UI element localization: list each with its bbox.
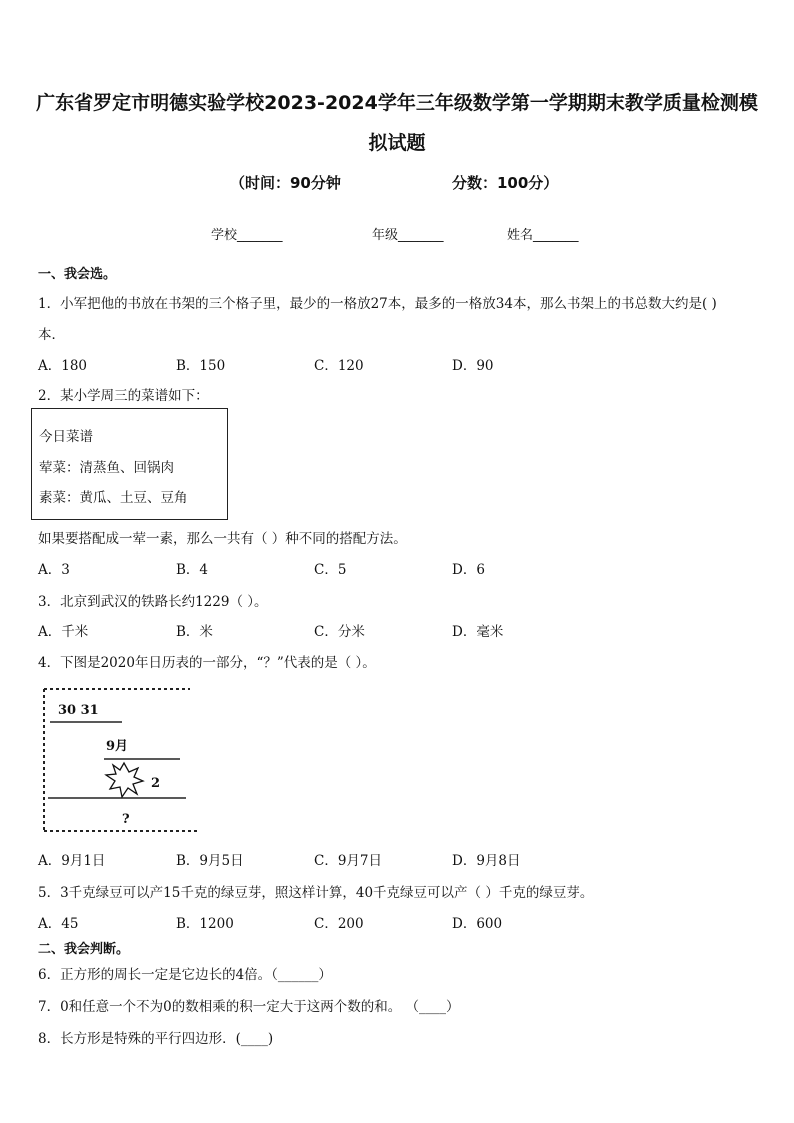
- q5-option-d: D．600: [452, 916, 503, 932]
- calendar-days-text: 30 31: [58, 703, 99, 718]
- q4-option-b: B．9月5日: [176, 853, 244, 869]
- q4-option-c: C．9月7日: [314, 853, 383, 869]
- q5-text: 5．3千克绿豆可以产15千克的绿豆芽，照这样计算，40千克绿豆可以产（ ）千克的绿豆芽。: [38, 885, 594, 901]
- q3-text: 3．北京到武汉的铁路长约1229（ ）。: [38, 594, 268, 610]
- q2-option-c: C．5: [314, 562, 347, 578]
- menu-meat: 荤菜：清蒸鱼、回锅肉: [39, 460, 174, 476]
- q4-option-a: A．9月1日: [38, 853, 106, 869]
- q1-option-c: C．120: [314, 358, 364, 374]
- time-label: （时间：90分钟: [230, 174, 341, 192]
- calendar-month-text: 9月: [106, 739, 129, 754]
- q2-option-d: D．6: [452, 562, 485, 578]
- q7-text: 7．0和任意一个不为0的数相乘的积一定大于这两个数的和。 （____）: [38, 999, 460, 1015]
- menu-box: [31, 408, 228, 520]
- menu-title: 今日菜谱: [39, 429, 93, 445]
- q2-option-b: B．4: [176, 562, 209, 578]
- q6-text: 6．正方形的周长一定是它边长的4倍。（______）: [38, 967, 332, 983]
- calendar-question-text: ?: [122, 812, 130, 827]
- name-field: 姓名_______: [507, 228, 579, 243]
- starburst-icon: [106, 763, 143, 797]
- q2-text: 2．某小学周三的菜谱如下：: [38, 388, 209, 404]
- q1-text: 1．小军把他的书放在书架的三个格子里，最少的一格放27本，最多的一格放34本，那么书架上的书总数大约是( ): [38, 296, 717, 312]
- q5-option-b: B．1200: [176, 916, 234, 932]
- q3-option-d: D．毫米: [452, 624, 504, 640]
- q3-option-a: A．千米: [38, 624, 89, 640]
- q4-text: 4．下图是2020年日历表的一部分，“？”代表的是（ ）。: [38, 655, 376, 671]
- calendar-figure: [40, 686, 210, 834]
- q1-option-a: A．180: [38, 358, 88, 374]
- q5-option-a: A．45: [38, 916, 79, 932]
- q5-option-c: C．200: [314, 916, 364, 932]
- q1-option-b: B．150: [176, 358, 226, 374]
- calendar-svg: [40, 686, 210, 834]
- section-2-title: 二、我会判断。: [38, 942, 130, 957]
- page-title: 广东省罗定市明德实验学校2023-2024学年三年级数学第一学期期末教学质量检测模: [36, 92, 758, 114]
- q2-followup: 如果要搭配成一荤一素，那么一共有（ ）种不同的搭配方法。: [38, 531, 407, 547]
- school-field: 学校_______: [211, 228, 283, 243]
- score-label: 分数：100分）: [452, 174, 559, 192]
- q2-option-a: A．3: [38, 562, 70, 578]
- q1-text-line2: 本．: [38, 327, 65, 343]
- q1-option-d: D．90: [452, 358, 494, 374]
- q4-option-d: D．9月8日: [452, 853, 521, 869]
- q3-option-b: B．米: [176, 624, 213, 640]
- q3-option-c: C．分米: [314, 624, 365, 640]
- q8-text: 8．长方形是特殊的平行四边形．(____): [38, 1031, 274, 1047]
- grade-field: 年级_______: [372, 228, 444, 243]
- page-title-line2: 拟试题: [368, 132, 426, 154]
- menu-veg: 素菜：黄瓜、土豆、豆角: [39, 490, 188, 506]
- calendar-two-text: 2: [151, 776, 161, 791]
- section-1-title: 一、我会选。: [38, 267, 117, 282]
